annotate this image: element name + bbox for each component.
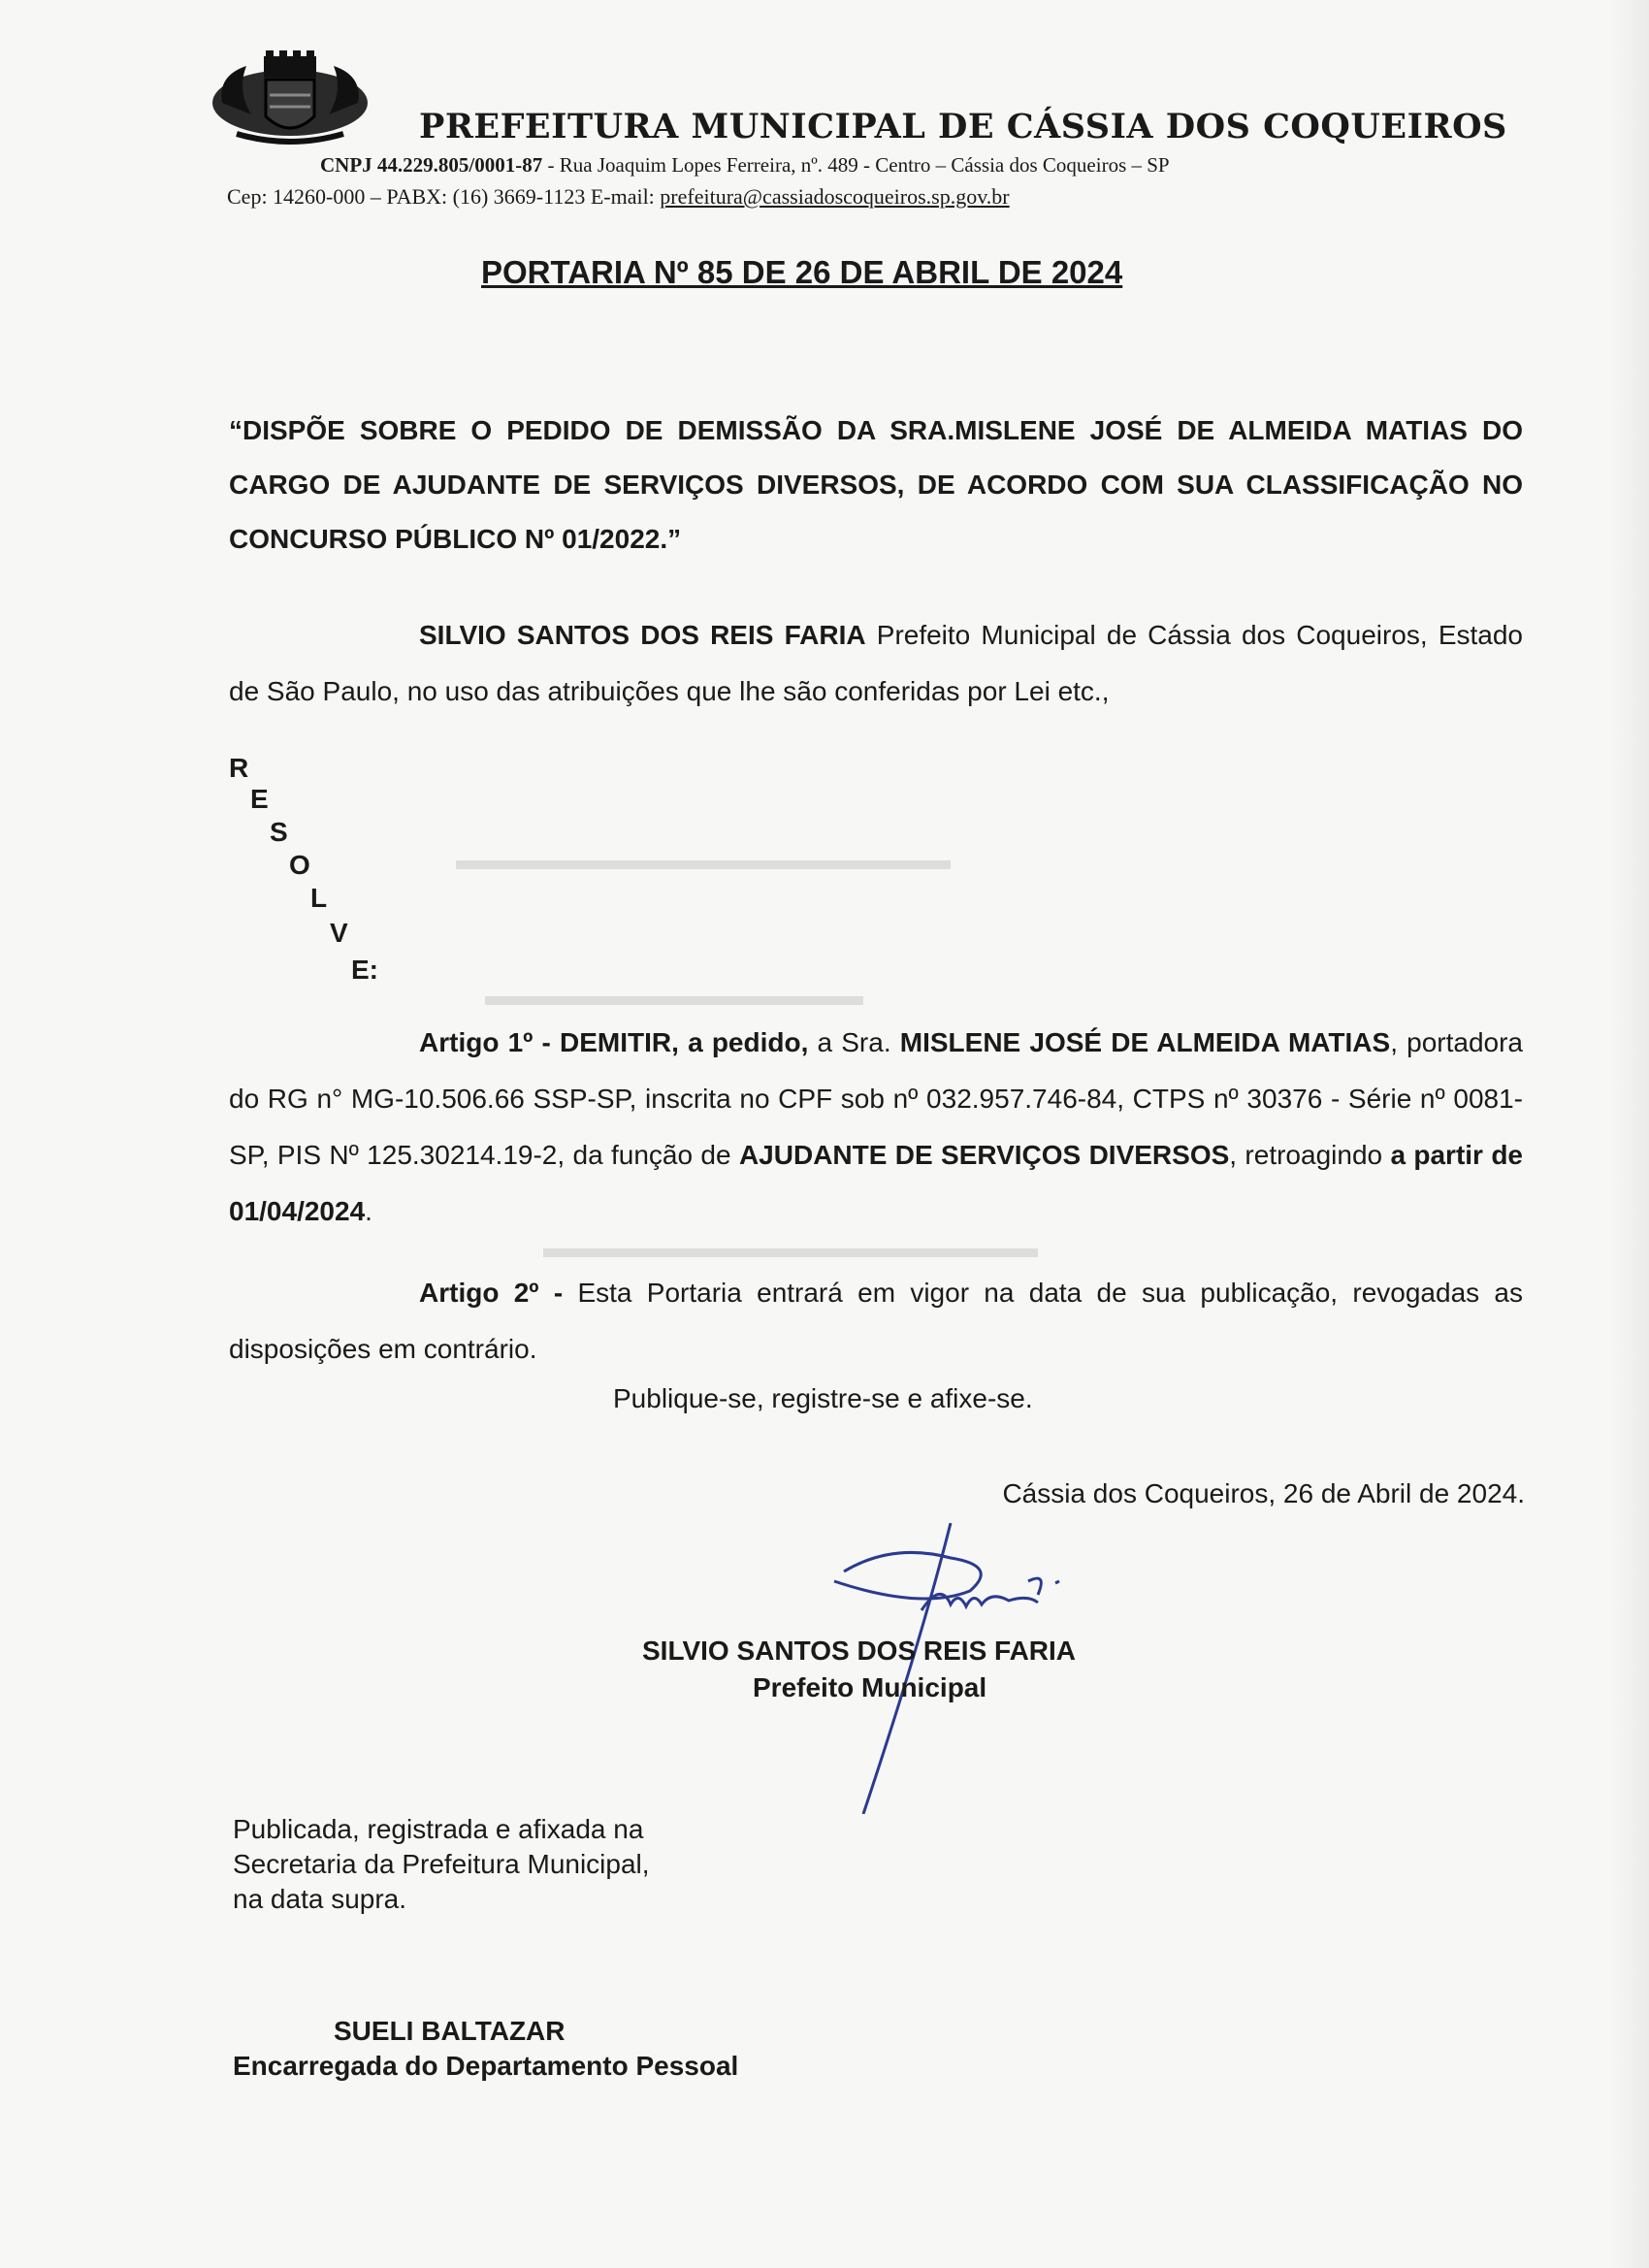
resolve-letter: R [229, 753, 249, 783]
artigo-1-text: . [365, 1196, 372, 1226]
resolve-letter: L [310, 883, 328, 913]
header-contact-line [227, 184, 1010, 210]
artigo-2-paragraph [229, 1265, 1523, 1377]
contact-text: Cep: 14260-000 – PABX: (16) 3669-1123 E-mail: [227, 184, 661, 209]
employee-name: MISLENE JOSÉ DE ALMEIDA MATIAS [899, 1027, 1391, 1057]
organization-title: PREFEITURA MUNICIPAL DE CÁSSIA DOS COQUEIROS [419, 107, 1507, 146]
municipal-crest-icon [208, 47, 372, 153]
document-title: PORTARIA Nº 85 DE 26 DE ABRIL DE 2024 [481, 254, 1123, 290]
publish-statement: Publique-se, registre-se e afixe-se. [613, 1383, 1033, 1413]
publication-note-line: Secretaria da Prefeitura Municipal, [233, 1849, 650, 1879]
signer-name: SILVIO SANTOS DOS REIS FARIA [642, 1636, 1077, 1666]
handwritten-signature [805, 1523, 1116, 1814]
resolve-letter: S [270, 817, 288, 847]
second-signer-name: SUELI BALTAZAR [334, 2016, 566, 2046]
job-role: AJUDANTE DE SERVIÇOS DIVERSOS [738, 1140, 1230, 1170]
resolve-letter: V [330, 918, 348, 948]
subject-statement: “DISPÕE SOBRE O PEDIDO DE DEMISSÃO DA SRA.MISLENE JOSÉ DE ALMEIDA MATIAS DO CARGO DE AJUDANTE DE SERVIÇOS DIVERSOS, DE ACORDO COM SUA CLASSIFICAÇÃO NO CONCURSO PÚBLICO Nº 01/2022.” [229, 415, 1523, 554]
publication-note-line: na data supra. [233, 1884, 407, 1914]
artigo-1-paragraph [229, 1015, 1523, 1240]
mayor-name: SILVIO SANTOS DOS REIS FARIA [419, 620, 866, 650]
resolve-letter: E [250, 784, 269, 814]
email-link[interactable]: prefeitura@cassiadoscoqueiros.sp.gov.br [660, 184, 1010, 209]
artigo-1-text: , portadora do RG n° MG-10.506.66 SSP-SP, inscrita no CPF sob nº 032.957.746-84, CTPS nº 30376 - Série nº 0081-SP, PIS Nº 125.30214.19-2, da função de [229, 1027, 1524, 1170]
bleed-through-text: ▬▬▬▬▬▬▬▬▬▬▬▬▬ [485, 980, 863, 1012]
artigo-2-label: Artigo 2º - [419, 1278, 564, 1308]
bleed-through-text: ▬▬▬▬▬▬▬▬▬▬▬▬▬▬▬▬▬ [456, 844, 951, 876]
bleed-through-text: ▬▬▬▬▬▬▬▬▬▬▬▬▬▬▬▬▬ [543, 1232, 1038, 1264]
effective-date: a partir de 01/04/2024 [229, 1140, 1523, 1226]
artigo-1-label: Artigo 1º - DEMITIR, a pedido, [419, 1027, 809, 1057]
address-text: - Rua Joaquim Lopes Ferreira, nº. 489 - Centro – Cássia dos Coqueiros – SP [542, 153, 1170, 177]
artigo-2-text: Esta Portaria entrará em vigor na data de sua publicação, revogadas as disposições em contrário. [229, 1278, 1524, 1364]
cnpj-text: CNPJ 44.229.805/0001-87 [320, 153, 543, 177]
second-signer-role: Encarregada do Departamento Pessoal [233, 2051, 739, 2081]
header-address-line [320, 153, 1170, 178]
date-line: Cássia dos Coqueiros, 26 de Abril de 2024. [1002, 1478, 1525, 1508]
signer-role: Prefeito Municipal [753, 1672, 987, 1702]
artigo-1-text: , retroagindo [1229, 1140, 1391, 1170]
preamble-paragraph [229, 607, 1523, 720]
resolve-letter: E: [351, 955, 378, 985]
publication-note [233, 1812, 650, 1917]
resolve-letter: O [289, 850, 310, 880]
preamble-text: Prefeito Municipal de Cássia dos Coqueiros, Estado de São Paulo, no uso das atribuições que lhe são conferidas por Lei etc., [229, 620, 1523, 706]
publication-note-line: Publicada, registrada e afixada na [233, 1814, 644, 1844]
artigo-1-text: a Sra. [808, 1027, 900, 1057]
scan-edge-shadow [1610, 0, 1649, 2268]
